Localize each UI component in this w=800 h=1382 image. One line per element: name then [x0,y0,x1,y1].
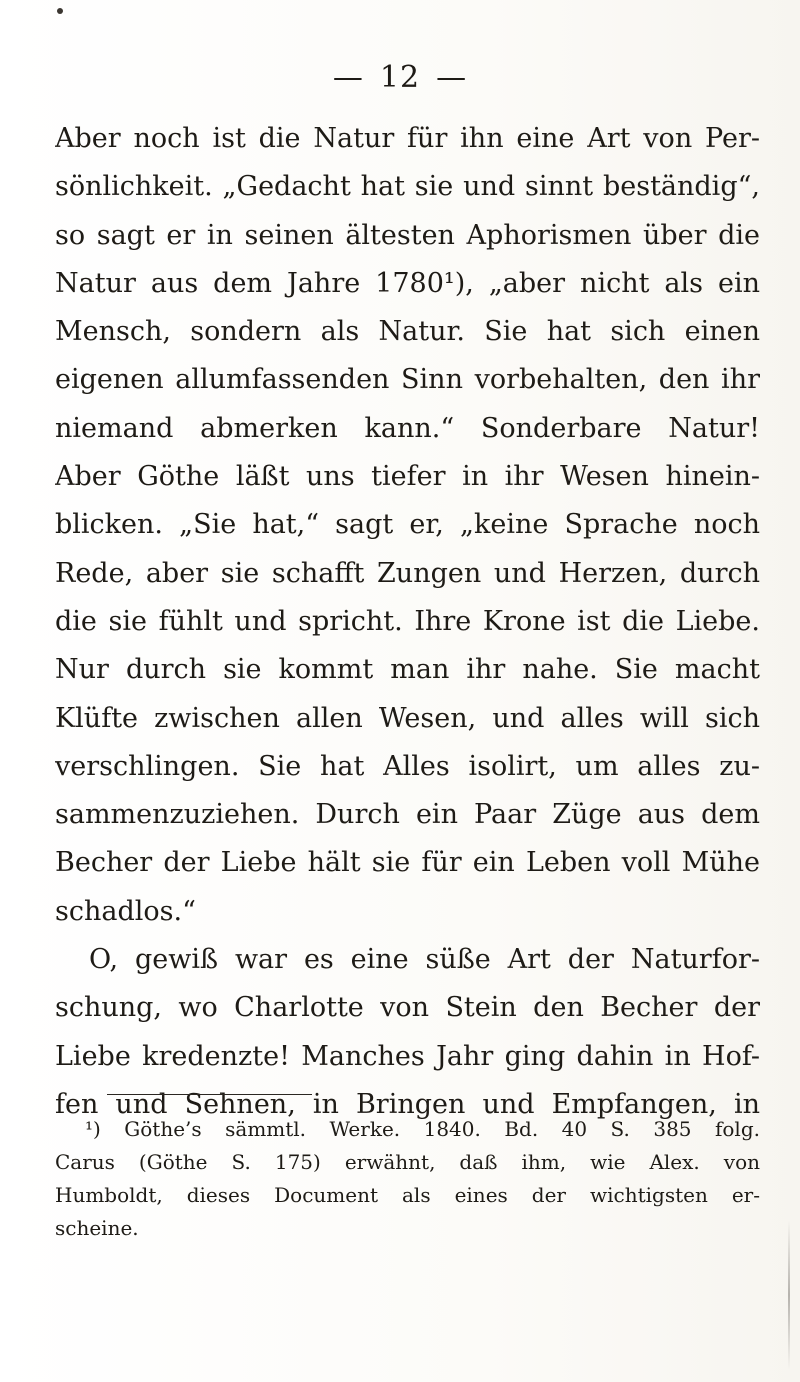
header-dash-left: — [332,60,364,95]
text-line: sönlichkeit. „Gedacht hat sie und sinnt beständig“, [55,171,760,203]
ink-speck [57,8,63,14]
text-line: sammenzuziehen. Durch ein Paar Züge aus dem [55,799,760,831]
text-line: fen und Sehnen, in Bringen und Empfangen, in [55,1088,760,1120]
text-line: so sagt er in seinen ältesten Aphorismen über die [55,219,760,251]
footnote-line: Carus (Göthe S. 175) erwähnt, daß ihm, wie Alex. von [55,1150,760,1174]
text-line: eigenen allumfassenden Sinn vorbehalten, den ihr [55,364,760,396]
main-text [55,115,760,1129]
text-line: Nur durch sie kommt man ihr nahe. Sie macht [55,654,760,686]
footnote-rule [107,1094,312,1095]
text-line: Rede, aber sie schafft Zungen und Herzen, durch [55,557,760,589]
text-line: schadlos.“ [55,895,196,927]
footnote-line: scheine. [55,1216,139,1240]
text-line: verschlingen. Sie hat Alles isolirt, um alles zu- [55,750,760,782]
text-line: Mensch, sondern als Natur. Sie hat sich einen [55,316,760,348]
text-line: O, gewiß war es eine süße Art der Naturfor- [89,944,760,976]
text-line: schung, wo Charlotte von Stein den Becher der [55,992,760,1024]
page-number: 12 [379,60,421,95]
text-line: Becher der Liebe hält sie für ein Leben voll Mühe [55,847,760,879]
text-line: Aber noch ist die Natur für ihn eine Art von Per- [55,123,760,154]
footnote-line: Humboldt, dieses Document als eines der wichtigsten er- [55,1183,760,1207]
text-line: blicken. „Sie hat,“ sagt er, „keine Sprache noch [55,509,760,541]
page-edge-shadow [788,1220,790,1370]
text-line: Aber Göthe läßt uns tiefer in ihr Wesen hinein- [55,461,760,493]
page-header [0,60,800,95]
header-dash-right: — [436,60,468,95]
text-line: niemand abmerken kann.“ Sonderbare Natur! [55,412,760,444]
text-line: Liebe kredenzte! Manches Jahr ging dahin in Hof- [55,1040,760,1072]
footnote-line: ¹) Göthe’s sämmtl. Werke. 1840. Bd. 40 S. 385 folg. [85,1117,760,1141]
footnote [55,1113,760,1245]
text-line: die sie fühlt und spricht. Ihre Krone ist die Liebe. [55,605,760,637]
text-line: Klüfte zwischen allen Wesen, und alles will sich [55,702,760,734]
text-line: Natur aus dem Jahre 1780¹), „aber nicht als ein [55,267,760,299]
